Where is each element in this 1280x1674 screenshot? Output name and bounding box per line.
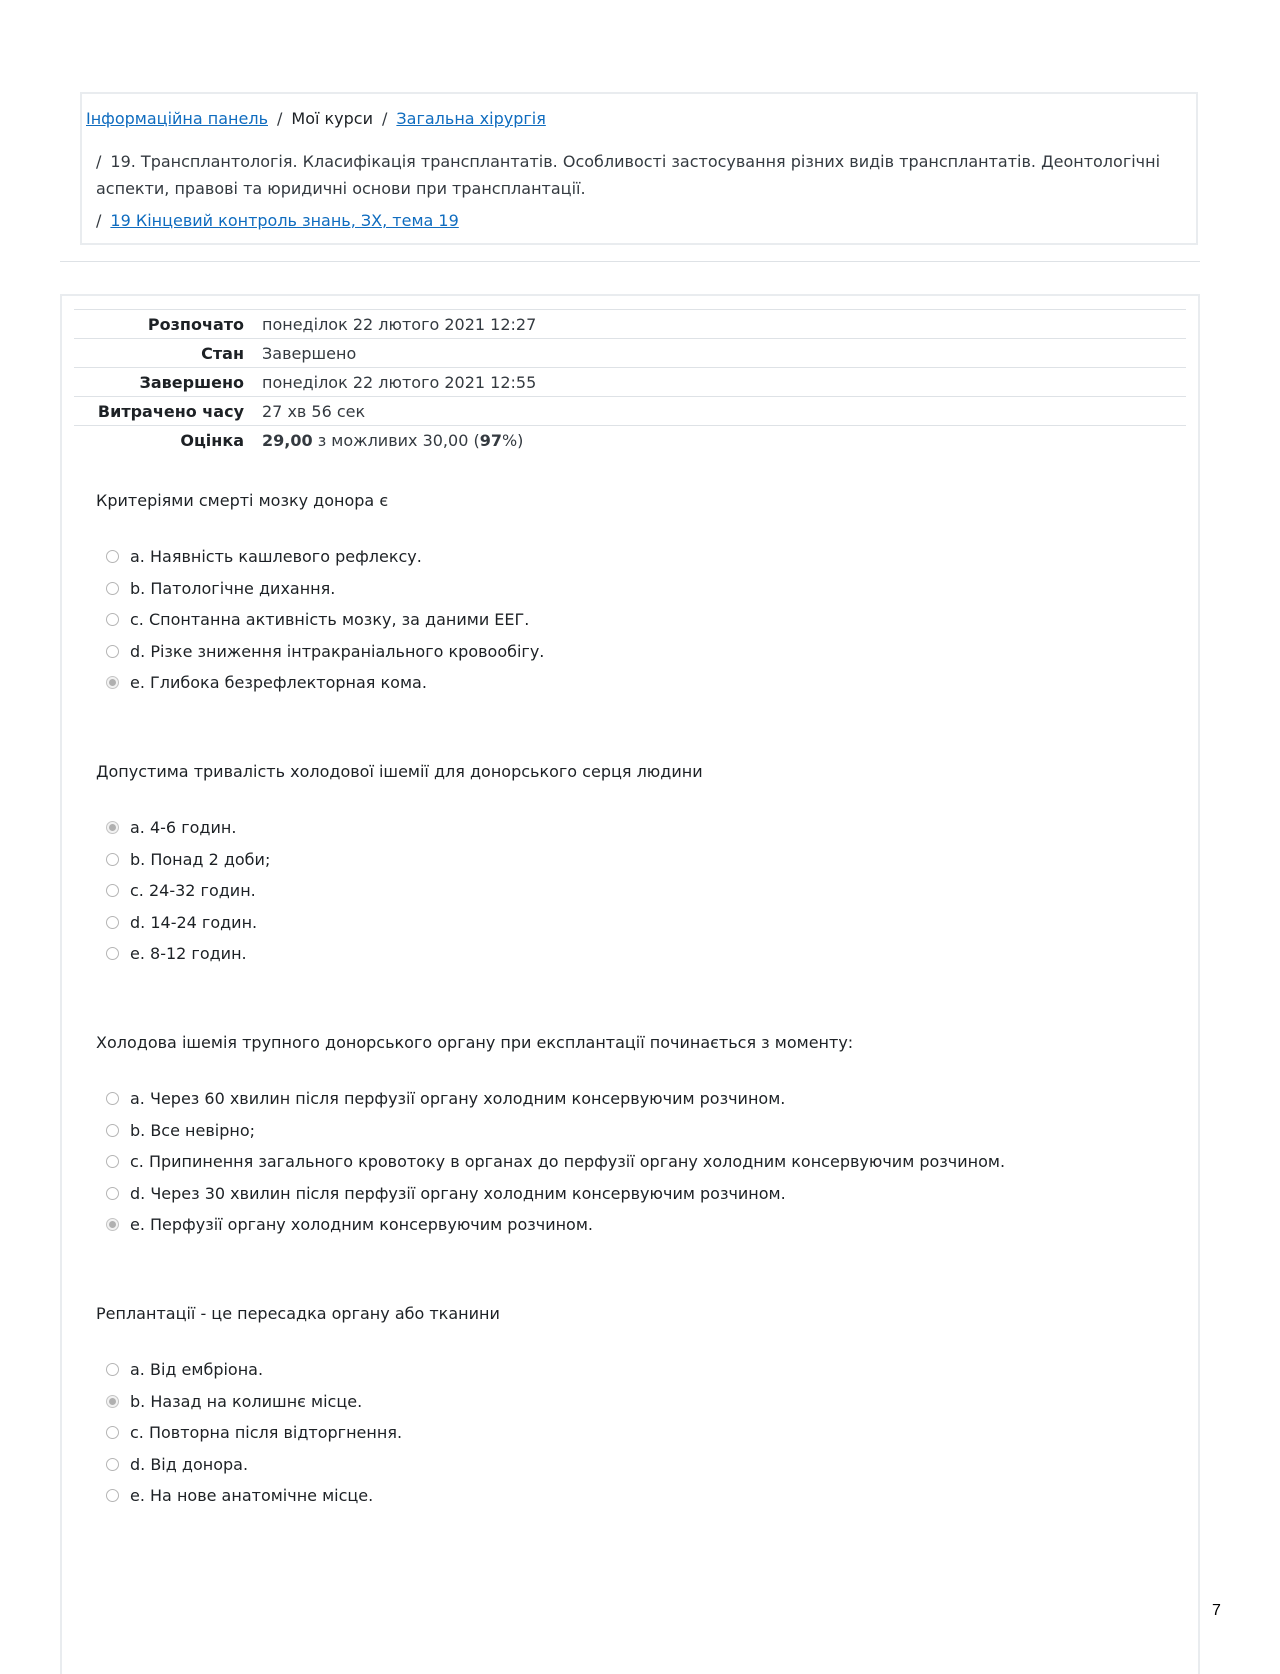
question-text: Реплантації - це пересадка органу або тканини	[96, 1304, 500, 1323]
question-text: Допустима тривалість холодової ішемії для донорського серця людини	[96, 762, 703, 781]
radio-selected-icon[interactable]	[106, 1218, 119, 1231]
question-1	[96, 490, 1156, 715]
answer-option[interactable]	[106, 604, 1156, 636]
radio-icon[interactable]	[106, 1155, 119, 1168]
answer-option[interactable]	[106, 875, 1156, 907]
answer-label: e. Перфузії органу холодним консервуючим розчином.	[130, 1215, 593, 1235]
grade-value	[254, 426, 1186, 455]
answer-option[interactable]	[106, 1209, 1156, 1241]
state-value: Завершено	[254, 339, 1186, 368]
answer-option[interactable]	[106, 1354, 1156, 1386]
attempt-summary-table	[74, 309, 1186, 455]
answer-option[interactable]	[106, 1146, 1156, 1178]
started-value: понеділок 22 лютого 2021 12:27	[254, 310, 1186, 339]
radio-icon[interactable]	[106, 1458, 119, 1471]
breadcrumb-line-2	[96, 148, 1186, 202]
answer-option[interactable]	[106, 573, 1156, 605]
summary-row-grade	[74, 426, 1186, 455]
answer-label: d. Від донора.	[130, 1454, 249, 1474]
radio-icon[interactable]	[106, 1092, 119, 1105]
radio-selected-icon[interactable]	[106, 1395, 119, 1408]
breadcrumb-region	[60, 91, 1200, 262]
radio-icon[interactable]	[106, 645, 119, 658]
answer-option[interactable]	[106, 844, 1156, 876]
answer-option[interactable]	[106, 1386, 1156, 1418]
answer-list	[96, 1354, 1156, 1512]
answer-label: b. Назад на колишнє місце.	[130, 1391, 363, 1411]
question-2	[96, 761, 1156, 986]
answer-option[interactable]	[106, 1083, 1156, 1115]
breadcrumb-separator: /	[96, 152, 102, 171]
completed-value: понеділок 22 лютого 2021 12:55	[254, 368, 1186, 397]
answer-label: e. 8-12 годин.	[130, 944, 247, 964]
radio-icon[interactable]	[106, 853, 119, 866]
grade-percent: 97	[479, 430, 502, 450]
breadcrumb-separator: /	[96, 211, 102, 230]
breadcrumb-course-link[interactable]: Загальна хірургія	[396, 109, 546, 128]
answer-option[interactable]	[106, 1449, 1156, 1481]
answer-label: e. На нове анатомічне місце.	[130, 1486, 374, 1506]
question-4	[96, 1303, 1156, 1528]
answer-label: c. Повторна після відторгнення.	[130, 1423, 403, 1443]
answer-option[interactable]	[106, 636, 1156, 668]
grade-label: Оцінка	[74, 426, 254, 455]
radio-icon[interactable]	[106, 1187, 119, 1200]
summary-row-completed	[74, 368, 1186, 397]
answer-label: a. Наявність кашлевого рефлексу.	[130, 547, 422, 567]
answer-label: a. 4-6 годин.	[130, 818, 237, 838]
answer-label: c. 24-32 годин.	[130, 881, 256, 901]
answer-option[interactable]	[106, 1115, 1156, 1147]
summary-row-started	[74, 310, 1186, 339]
radio-icon[interactable]	[106, 613, 119, 626]
answer-option[interactable]	[106, 541, 1156, 573]
summary-row-time	[74, 397, 1186, 426]
radio-icon[interactable]	[106, 947, 119, 960]
answer-list	[96, 1083, 1156, 1241]
state-label: Стан	[74, 339, 254, 368]
page-number: 7	[1212, 1602, 1221, 1619]
started-label: Розпочато	[74, 310, 254, 339]
radio-icon[interactable]	[106, 884, 119, 897]
answer-list	[96, 541, 1156, 699]
answer-option[interactable]	[106, 667, 1156, 699]
time-taken-value: 27 хв 56 сек	[254, 397, 1186, 426]
grade-score: 29,00	[262, 430, 313, 450]
grade-end: %)	[501, 430, 524, 450]
breadcrumb-separator: /	[277, 109, 283, 128]
answer-option[interactable]	[106, 812, 1156, 844]
answer-label: e. Глибока безрефлекторная кома.	[130, 673, 427, 693]
breadcrumb	[80, 92, 1198, 245]
answer-label: a. Через 60 хвилин після перфузії органу холодним консервуючим розчином.	[130, 1089, 786, 1109]
answer-option[interactable]	[106, 907, 1156, 939]
summary-row-state	[74, 339, 1186, 368]
radio-selected-icon[interactable]	[106, 821, 119, 834]
radio-icon[interactable]	[106, 1489, 119, 1502]
question-text: Холодова ішемія трупного донорського органу при експлантації починається з моменту:	[96, 1033, 854, 1052]
answer-label: d. Через 30 хвилин після перфузії органу холодним консервуючим розчином.	[130, 1183, 786, 1203]
breadcrumb-separator: /	[382, 109, 388, 128]
answer-label: d. 14-24 годин.	[130, 912, 258, 932]
breadcrumb-dashboard-link[interactable]: Інформаційна панель	[86, 109, 268, 128]
breadcrumb-my-courses: Мої курси	[291, 109, 373, 128]
answer-label: d. Різке зниження інтракраніального кровообігу.	[130, 641, 545, 661]
answer-label: b. Понад 2 доби;	[130, 849, 271, 869]
breadcrumb-topic: 19. Трансплантологія. Класифікація трансплантатів. Особливості застосування різних видів трансплантатів. Деонтологічні аспекти, правові та юридичні основи при трансплантації.	[96, 152, 1161, 198]
radio-icon[interactable]	[106, 550, 119, 563]
radio-icon[interactable]	[106, 1124, 119, 1137]
radio-icon[interactable]	[106, 1426, 119, 1439]
radio-icon[interactable]	[106, 1363, 119, 1376]
answer-label: c. Припинення загального кровотоку в органах до перфузії органу холодним консервуючим розчином.	[130, 1152, 1006, 1172]
time-taken-label: Витрачено часу	[74, 397, 254, 426]
answer-option[interactable]	[106, 1480, 1156, 1512]
question-text: Критеріями смерті мозку донора є	[96, 491, 389, 510]
answer-label: b. Патологічне дихання.	[130, 578, 336, 598]
answer-option[interactable]	[106, 938, 1156, 970]
radio-icon[interactable]	[106, 582, 119, 595]
answer-option[interactable]	[106, 1417, 1156, 1449]
breadcrumb-quiz-link[interactable]: 19 Кінцевий контроль знань, ЗХ, тема 19	[110, 211, 459, 230]
answer-label: a. Від ембріона.	[130, 1360, 264, 1380]
breadcrumb-line-1	[86, 108, 546, 130]
radio-icon[interactable]	[106, 916, 119, 929]
grade-middle: з можливих 30,00 (	[312, 430, 480, 450]
answer-option[interactable]	[106, 1178, 1156, 1210]
answer-list	[96, 812, 1156, 970]
answer-label: c. Спонтанна активність мозку, за даними ЕЕГ.	[130, 610, 530, 630]
quiz-review-card	[60, 294, 1200, 1674]
question-3	[96, 1032, 1156, 1257]
answer-label: b. Все невірно;	[130, 1120, 256, 1140]
breadcrumb-line-3	[96, 210, 459, 232]
completed-label: Завершено	[74, 368, 254, 397]
radio-selected-icon[interactable]	[106, 676, 119, 689]
